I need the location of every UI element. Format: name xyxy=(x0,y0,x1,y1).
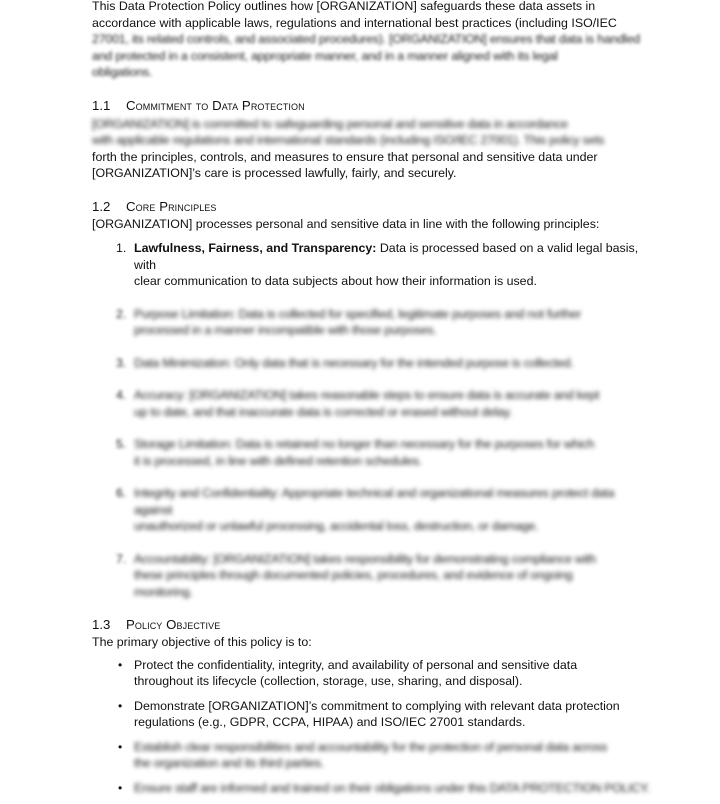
section-lead: The primary objective of this policy is to: xyxy=(92,635,312,649)
blurred-line: with applicable regulations and international standards (including ISO/IEC 27001). This policy sets xyxy=(92,133,605,147)
document-body xyxy=(92,0,652,804)
list-item-principle-3 xyxy=(92,355,652,372)
list-item-objective-2 xyxy=(92,698,652,731)
intro-line: This Data Protection Policy outlines how [ORGANIZATION] safeguards these data assets in xyxy=(92,0,596,13)
blurred-line: monitoring. xyxy=(134,584,193,599)
intro-blurred-line: and protected in a consistent, appropriate manner, and in a manner aligned with its legal xyxy=(92,48,558,63)
intro-line: accordance with applicable laws, regulations and international best practices (including ISO/IEC xyxy=(92,15,617,30)
list-number: 4. xyxy=(116,388,126,402)
bullet-icon: • xyxy=(118,698,123,713)
blurred-line: Accuracy: [ORGANIZATION] takes reasonable steps to ensure data is accurate and kept xyxy=(134,388,600,402)
list-number: 5. xyxy=(116,437,126,451)
section-number: 1.3 xyxy=(92,617,111,632)
blurred-line: Data Minimization: Only data that is necessary for the intended purpose is collected. xyxy=(134,355,574,370)
blurred-line: Integrity and Confidentiality: Appropriate technical and organizational measures protect data against xyxy=(134,486,615,517)
blurred-line: it is processed, in line with defined retention schedules. xyxy=(134,453,422,468)
list-number: 2. xyxy=(116,306,126,321)
objective-text: regulations (e.g., GDPR, CCPA, HIPAA) and ISO/IEC 27001 standards. xyxy=(134,715,526,729)
blurred-line: unauthorized or unlawful processing, accidental loss, destruction, or damage. xyxy=(134,519,539,533)
objective-text: throughout its lifecycle (collection, storage, use, sharing, and disposal). xyxy=(134,674,523,688)
list-item-principle-5 xyxy=(92,436,652,469)
blurred-line: the organization and its third parties. xyxy=(134,756,324,770)
blurred-line: Accountability: [ORGANIZATION] takes responsibility for demonstrating compliance with xyxy=(134,551,596,566)
list-item-objective-3 xyxy=(92,739,652,772)
section-heading-commitment xyxy=(92,97,652,115)
blurred-line: up to date, and that inaccurate data is corrected or erased without delay. xyxy=(134,404,513,419)
section-body-policy-objective xyxy=(92,634,652,651)
objectives-list xyxy=(92,657,652,797)
body-line: forth the principles, controls, and measures to ensure that personal and sensitive data under xyxy=(92,149,598,164)
principle-text: clear communication to data subjects about how their information is used. xyxy=(134,274,537,288)
section-title: Policy Objective xyxy=(126,617,221,632)
list-number: 3. xyxy=(116,355,126,370)
intro-blurred-line: 27001, its related controls, and associated procedures). [ORGANIZATION] ensures that data is handled xyxy=(92,32,640,46)
section-body-commitment xyxy=(92,116,652,182)
list-number: 7. xyxy=(116,551,126,566)
principle-text: Data is processed based on a valid legal basis, with xyxy=(134,241,639,272)
list-item-objective-1 xyxy=(92,657,652,690)
bullet-icon: • xyxy=(118,657,123,672)
section-number: 1.1 xyxy=(92,97,111,113)
list-item-principle-1 xyxy=(92,240,652,290)
list-item-principle-4 xyxy=(92,387,652,420)
bullet-icon: • xyxy=(118,739,123,754)
list-number: 1. xyxy=(116,241,127,255)
blurred-line: Ensure staff are informed and trained on their obligations under this DATA PROTECTION POLICY. xyxy=(134,780,650,795)
bullet-icon: • xyxy=(118,780,123,795)
list-item-principle-7 xyxy=(92,551,652,601)
principles-list xyxy=(92,240,652,600)
objective-text: Protect the confidentiality, integrity, and availability of personal and sensitive data xyxy=(134,657,578,672)
blurred-line: these principles through documented policies, procedures, and evidence of ongoing xyxy=(134,568,573,582)
list-item-principle-2 xyxy=(92,306,652,339)
blurred-line: processed in a manner incompatible with those purposes. xyxy=(134,323,437,337)
section-title: Commitment to Data Protection xyxy=(126,97,305,113)
blurred-line: [ORGANIZATION] is committed to safeguarding personal and sensitive data in accordance xyxy=(92,116,568,131)
section-heading-policy-objective xyxy=(92,616,652,634)
principle-name: Lawfulness, Fairness, and Transparency: xyxy=(134,241,377,255)
section-number: 1.2 xyxy=(92,198,111,214)
section-body-core-principles xyxy=(92,216,652,233)
list-item-principle-6 xyxy=(92,485,652,535)
body-line: [ORGANIZATION]’s care is processed lawfully, fairly, and securely. xyxy=(92,166,457,180)
intro-paragraph xyxy=(92,0,652,81)
section-title: Core Principles xyxy=(126,198,217,214)
blurred-line: Establish clear responsibilities and accountability for the protection of personal data across xyxy=(134,739,608,754)
section-heading-core-principles xyxy=(92,198,652,216)
list-number: 6. xyxy=(116,486,126,500)
blurred-line: Storage Limitation: Data is retained no longer than necessary for the purposes for which xyxy=(134,437,595,451)
objective-text: Demonstrate [ORGANIZATION]’s commitment to complying with relevant data protection xyxy=(134,698,620,713)
list-item-objective-4 xyxy=(92,780,652,797)
blurred-line: Purpose Limitation: Data is collected for specified, legitimate purposes and not further xyxy=(134,306,582,321)
section-lead: [ORGANIZATION] processes personal and sensitive data in line with the following principles: xyxy=(92,216,600,231)
intro-blurred-line: obligations. xyxy=(92,65,153,79)
